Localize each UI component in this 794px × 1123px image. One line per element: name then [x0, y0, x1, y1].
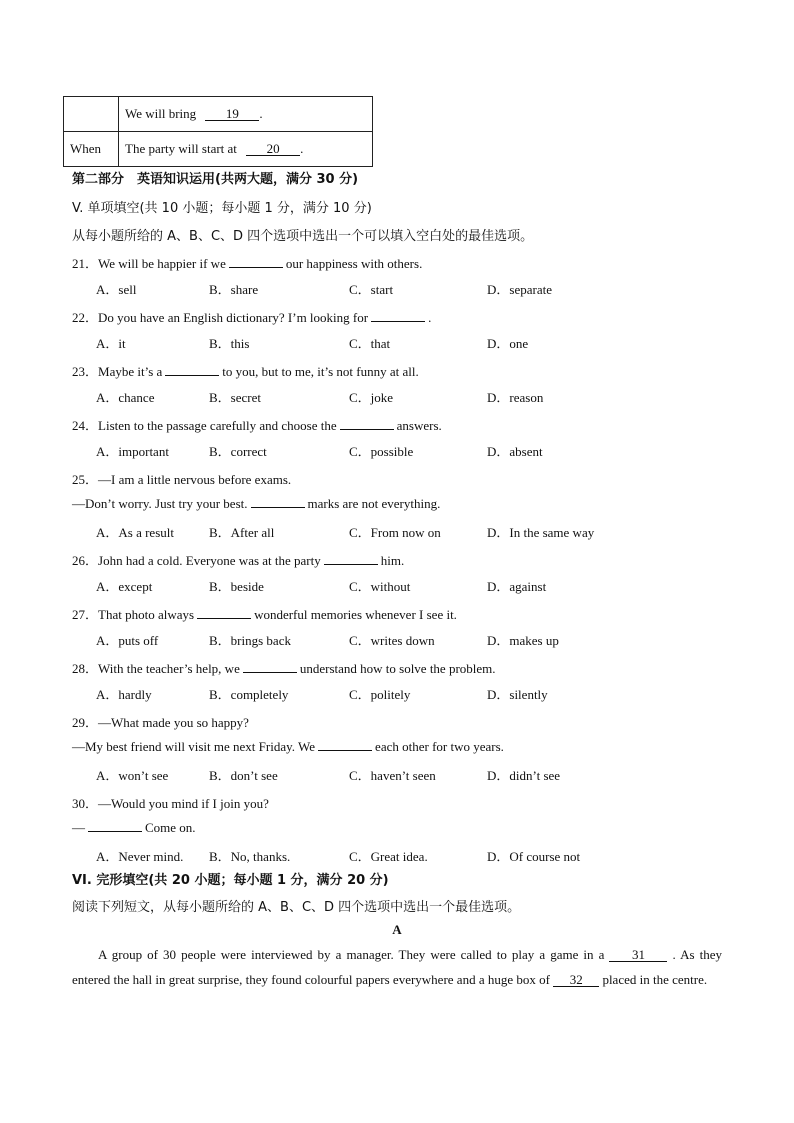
option-a: A．it: [96, 336, 126, 351]
question-text: With the teacher’s help, we: [98, 661, 240, 676]
question-number: 21．: [72, 256, 99, 271]
question-stem: [72, 793, 269, 812]
answer-blank: [324, 553, 378, 565]
option-d: D．In the same way: [487, 525, 595, 540]
question-text: John had a cold. Everyone was at the party: [98, 553, 321, 568]
option-c: C．Great idea.: [349, 849, 428, 864]
question-text: —: [72, 820, 85, 835]
option-a: A．Never mind.: [96, 849, 184, 864]
question-text: answers.: [396, 418, 442, 433]
option-d: D．one: [487, 336, 529, 351]
option-b: B．After all: [209, 525, 275, 540]
option-c: C．possible: [349, 444, 414, 459]
option-d: D．absent: [487, 444, 543, 459]
option-d: D．Of course not: [487, 849, 581, 864]
table-label-cell: When: [64, 132, 119, 167]
option-d: D．didn’t see: [487, 768, 561, 783]
answer-blank: [371, 310, 425, 322]
option-b: B．completely: [209, 687, 289, 702]
answer-blank: [243, 661, 297, 673]
question-text: understand how to solve the problem.: [299, 661, 496, 676]
question-number: 29．: [72, 715, 99, 730]
option-b: B．correct: [209, 444, 267, 459]
question-text: him.: [380, 553, 405, 568]
option-b: B．brings back: [209, 633, 291, 648]
option-c: C．that: [349, 336, 391, 351]
option-a: A．puts off: [96, 633, 159, 648]
option-b: B．this: [209, 336, 250, 351]
question-text: —Don’t worry. Just try your best.: [72, 496, 248, 511]
question-number: 24．: [72, 418, 99, 433]
question-text: —I am a little nervous before exams.: [98, 472, 292, 487]
question-text: .: [428, 310, 432, 325]
question-stem: [72, 361, 419, 380]
option-a: A．As a result: [96, 525, 174, 540]
blank-31: 31: [609, 948, 667, 962]
table-row: [64, 97, 373, 132]
question-text: our happiness with others.: [285, 256, 423, 271]
question-text: Come on.: [145, 820, 196, 835]
option-a: A．chance: [96, 390, 155, 405]
question-number: 22．: [72, 310, 99, 325]
question-text: Listen to the passage carefully and choose the: [98, 418, 337, 433]
passage-text: A group of 30 people were interviewed by a manager. They were called to play a game in a: [98, 947, 605, 962]
option-b: B．secret: [209, 390, 261, 405]
question-stem: [72, 253, 422, 272]
part2-title: 第二部分 英语知识运用(共两大题，满分 30 分): [72, 172, 359, 187]
question-stem: [72, 415, 442, 434]
table-text-cell: [119, 132, 373, 167]
question-stem: [72, 496, 440, 512]
table-row: [64, 132, 373, 167]
question-text: each other for two years.: [375, 739, 504, 754]
option-a: A．hardly: [96, 687, 152, 702]
option-b: B．don’t see: [209, 768, 278, 783]
passage-paragraph: [72, 942, 722, 992]
table-text: The party will start at: [125, 141, 237, 156]
answer-blank: [229, 256, 283, 268]
answer-blank: [318, 739, 372, 751]
section6-instruction: 阅读下列短文，从每小题所给的 A、B、C、D 四个选项中选出一个最佳选项。: [72, 900, 521, 915]
option-d: D．makes up: [487, 633, 559, 648]
info-table: [63, 96, 373, 167]
option-b: B．No, thanks.: [209, 849, 291, 864]
option-c: C．start: [349, 282, 394, 297]
passage-text: . As they entered the hall in great surprise, they found colourful papers everywhere and a huge box of: [72, 947, 723, 987]
question-text: Do you have an English dictionary? I’m looking for: [98, 310, 369, 325]
option-b: B．beside: [209, 579, 264, 594]
question-text: marks are not everything.: [307, 496, 441, 511]
question-stem: [72, 307, 431, 326]
option-c: C．haven’t seen: [349, 768, 436, 783]
option-c: C．without: [349, 579, 411, 594]
blank-19: 19: [205, 107, 259, 121]
question-text: to you, but to me, it’s not funny at all.: [222, 364, 419, 379]
option-a: A．sell: [96, 282, 137, 297]
question-stem: [72, 469, 291, 488]
table-end: .: [259, 106, 263, 121]
question-stem: [72, 739, 504, 755]
question-number: 25．: [72, 472, 99, 487]
question-text: That photo always: [98, 607, 195, 622]
option-d: D．separate: [487, 282, 552, 297]
option-d: D．against: [487, 579, 547, 594]
option-a: A．important: [96, 444, 169, 459]
section6-title: VI. 完形填空(共 20 小题；每小题 1 分，满分 20 分): [72, 873, 389, 888]
question-text: Maybe it’s a: [98, 364, 163, 379]
option-c: C．writes down: [349, 633, 435, 648]
table-text-cell: [119, 97, 373, 132]
option-a: A．won’t see: [96, 768, 169, 783]
section5-title: V. 单项填空(共 10 小题；每小题 1 分，满分 10 分): [72, 201, 372, 216]
question-text: —What made you so happy?: [98, 715, 249, 730]
option-d: D．silently: [487, 687, 548, 702]
option-c: C．joke: [349, 390, 394, 405]
question-number: 26．: [72, 553, 99, 568]
blank-32: 32: [553, 973, 599, 987]
option-b: B．share: [209, 282, 259, 297]
section5-instruction: 从每小题所给的 A、B、C、D 四个选项中选出一个可以填入空白处的最佳选项。: [72, 229, 534, 244]
question-number: 27．: [72, 607, 99, 622]
question-number: 23．: [72, 364, 99, 379]
question-stem: [72, 658, 496, 677]
question-number: 30．: [72, 796, 99, 811]
blank-20: 20: [246, 142, 300, 156]
table-label-cell: [64, 97, 119, 132]
question-number: 28．: [72, 661, 99, 676]
option-c: C．politely: [349, 687, 411, 702]
question-stem: [72, 604, 457, 623]
answer-blank: [340, 418, 394, 430]
option-a: A．except: [96, 579, 153, 594]
question-text: wonderful memories whenever I see it.: [254, 607, 457, 622]
answer-blank: [88, 820, 142, 832]
option-c: C．From now on: [349, 525, 441, 540]
answer-blank: [197, 607, 251, 619]
table-text: We will bring: [125, 106, 197, 121]
question-text: —Would you mind if I join you?: [98, 796, 269, 811]
question-stem: [72, 712, 249, 731]
option-d: D．reason: [487, 390, 544, 405]
passage-text: placed in the centre.: [602, 972, 708, 987]
question-stem: [72, 550, 404, 569]
answer-blank: [165, 364, 219, 376]
question-stem: [72, 820, 196, 836]
passage-label: A: [392, 922, 402, 937]
question-text: We will be happier if we: [98, 256, 226, 271]
answer-blank: [251, 496, 305, 508]
question-text: —My best friend will visit me next Friday. We: [72, 739, 316, 754]
table-end: .: [300, 141, 304, 156]
